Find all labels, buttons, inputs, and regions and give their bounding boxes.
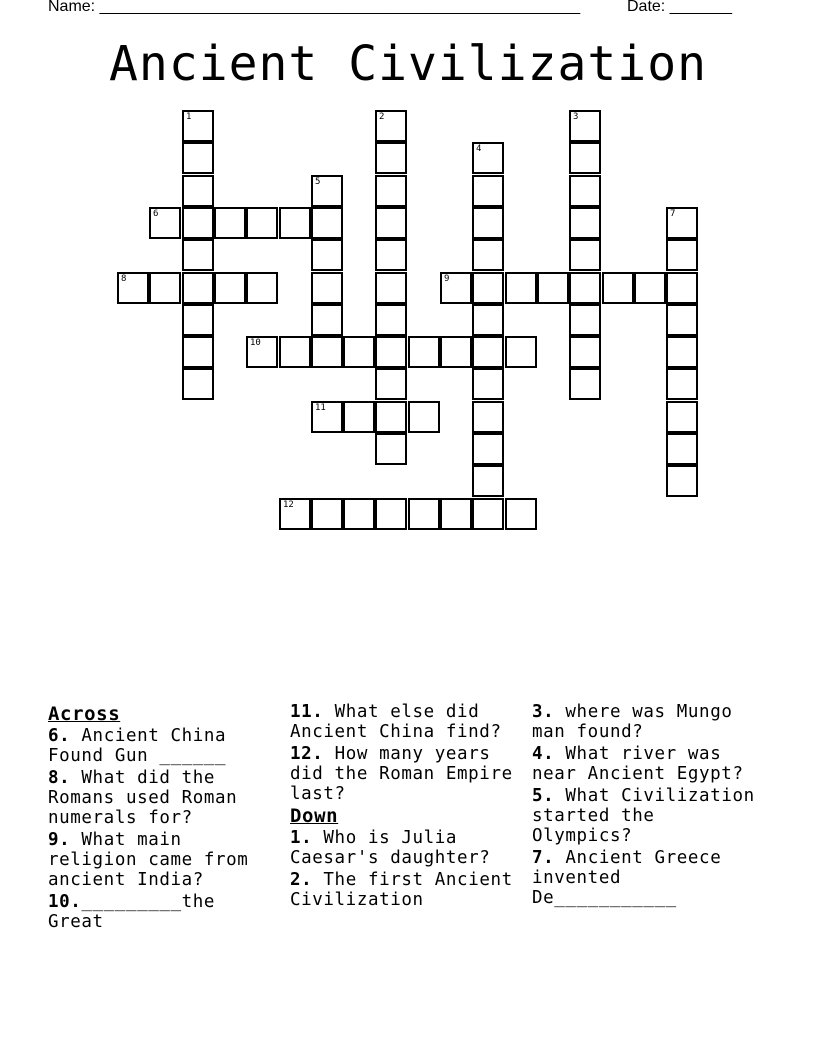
clue-across-10: 10._________the Great <box>48 892 216 932</box>
grid-cell <box>343 498 375 530</box>
grid-cell <box>472 304 504 336</box>
clue-number: 11 <box>315 403 326 413</box>
grid-cell <box>666 368 698 400</box>
name-field-label: Name: ______________________________________________________ <box>48 0 581 15</box>
grid-cell <box>569 239 601 271</box>
grid-cell <box>472 142 504 174</box>
grid-cell <box>311 498 343 530</box>
grid-cell <box>375 433 407 465</box>
grid-cell <box>182 207 214 239</box>
grid-cell <box>472 433 504 465</box>
clue-column-2 <box>290 702 522 912</box>
clue-across-11: 11. What else did Ancient China find? <box>290 702 502 742</box>
grid-cell <box>472 498 504 530</box>
grid-cell <box>214 272 246 304</box>
clue-across-12: 12. How many years did the Roman Empire last? <box>290 744 513 804</box>
grid-cell <box>375 498 407 530</box>
grid-cell <box>440 272 472 304</box>
grid-cell <box>311 272 343 304</box>
grid-cell <box>569 272 601 304</box>
grid-cell <box>472 207 504 239</box>
grid-cell <box>279 207 311 239</box>
grid-cell <box>505 336 537 368</box>
grid-cell <box>472 239 504 271</box>
clue-down-7: 7. Ancient Greece invented De___________ <box>532 848 722 908</box>
grid-cell <box>440 336 472 368</box>
across-heading: Across <box>48 703 121 725</box>
grid-cell <box>375 336 407 368</box>
grid-cell <box>311 239 343 271</box>
clue-number: 1 <box>186 112 192 122</box>
clue-down-5: 5. What Civilization started the Olympics? <box>532 786 755 846</box>
grid-cell <box>375 239 407 271</box>
clue-number: 6 <box>153 209 159 219</box>
clue-across-8: 8. What did the Romans used Roman numerals for? <box>48 768 238 828</box>
down-heading: Down <box>290 805 339 827</box>
grid-cell <box>182 304 214 336</box>
grid-cell <box>602 272 634 304</box>
grid-cell <box>440 498 472 530</box>
grid-cell <box>666 433 698 465</box>
clue-across-6: 6. Ancient China Found Gun ______ <box>48 726 227 766</box>
grid-cell <box>343 336 375 368</box>
clue-number: 9 <box>444 274 450 284</box>
grid-cell <box>246 336 278 368</box>
grid-cell <box>408 401 440 433</box>
grid-cell <box>375 304 407 336</box>
grid-cell <box>117 272 149 304</box>
grid-cell <box>149 207 181 239</box>
grid-cell <box>505 498 537 530</box>
grid-cell <box>375 272 407 304</box>
grid-cell <box>408 336 440 368</box>
grid-cell <box>666 401 698 433</box>
grid-cell <box>472 401 504 433</box>
grid-cell <box>279 498 311 530</box>
grid-cell <box>569 304 601 336</box>
clue-number: 3 <box>573 112 579 122</box>
grid-cell <box>311 401 343 433</box>
grid-cell <box>569 142 601 174</box>
grid-cell <box>375 110 407 142</box>
grid-cell <box>569 368 601 400</box>
grid-cell <box>182 175 214 207</box>
grid-cell <box>569 336 601 368</box>
grid-cell <box>666 239 698 271</box>
clue-number: 5 <box>315 177 321 187</box>
grid-cell <box>666 272 698 304</box>
page-title: Ancient Civilization <box>109 36 707 92</box>
clue-number: 7 <box>670 209 676 219</box>
grid-cell <box>569 175 601 207</box>
grid-cell <box>666 304 698 336</box>
grid-cell <box>375 368 407 400</box>
grid-cell <box>634 272 666 304</box>
grid-cell <box>472 368 504 400</box>
clue-column-1 <box>48 702 280 934</box>
grid-cell <box>182 336 214 368</box>
grid-cell <box>182 142 214 174</box>
grid-cell <box>246 272 278 304</box>
grid-cell <box>375 207 407 239</box>
grid-cell <box>182 272 214 304</box>
grid-cell <box>182 110 214 142</box>
grid-cell <box>375 401 407 433</box>
grid-cell <box>472 465 504 497</box>
clue-across-9: 9. What main religion came from ancient India? <box>48 830 249 890</box>
clue-down-2: 2. The first Ancient Civilization <box>290 870 513 910</box>
clue-number: 10 <box>250 338 261 348</box>
clue-down-4: 4. What river was near Ancient Egypt? <box>532 744 744 784</box>
grid-cell <box>472 336 504 368</box>
grid-cell <box>343 401 375 433</box>
grid-cell <box>505 272 537 304</box>
grid-cell <box>666 336 698 368</box>
clue-down-3: 3. where was Mungo man found? <box>532 702 733 742</box>
date-field-label: Date: _______ <box>627 0 732 15</box>
grid-cell <box>666 465 698 497</box>
clue-down-1: 1. Who is Julia Caesar's daughter? <box>290 828 491 868</box>
grid-cell <box>472 175 504 207</box>
clue-column-3 <box>532 702 764 910</box>
grid-cell <box>569 207 601 239</box>
grid-cell <box>279 336 311 368</box>
grid-cell <box>375 175 407 207</box>
grid-cell <box>537 272 569 304</box>
grid-cell <box>214 207 246 239</box>
grid-cell <box>666 207 698 239</box>
clue-number: 12 <box>283 500 294 510</box>
clue-number: 4 <box>476 144 482 154</box>
grid-cell <box>311 304 343 336</box>
clue-number: 8 <box>121 274 127 284</box>
grid-cell <box>472 272 504 304</box>
clue-number: 2 <box>379 112 385 122</box>
grid-cell <box>182 368 214 400</box>
grid-cell <box>246 207 278 239</box>
grid-cell <box>569 110 601 142</box>
grid-cell <box>375 142 407 174</box>
grid-cell <box>311 336 343 368</box>
grid-cell <box>149 272 181 304</box>
grid-cell <box>408 498 440 530</box>
grid-cell <box>182 239 214 271</box>
grid-cell <box>311 207 343 239</box>
grid-cell <box>311 175 343 207</box>
